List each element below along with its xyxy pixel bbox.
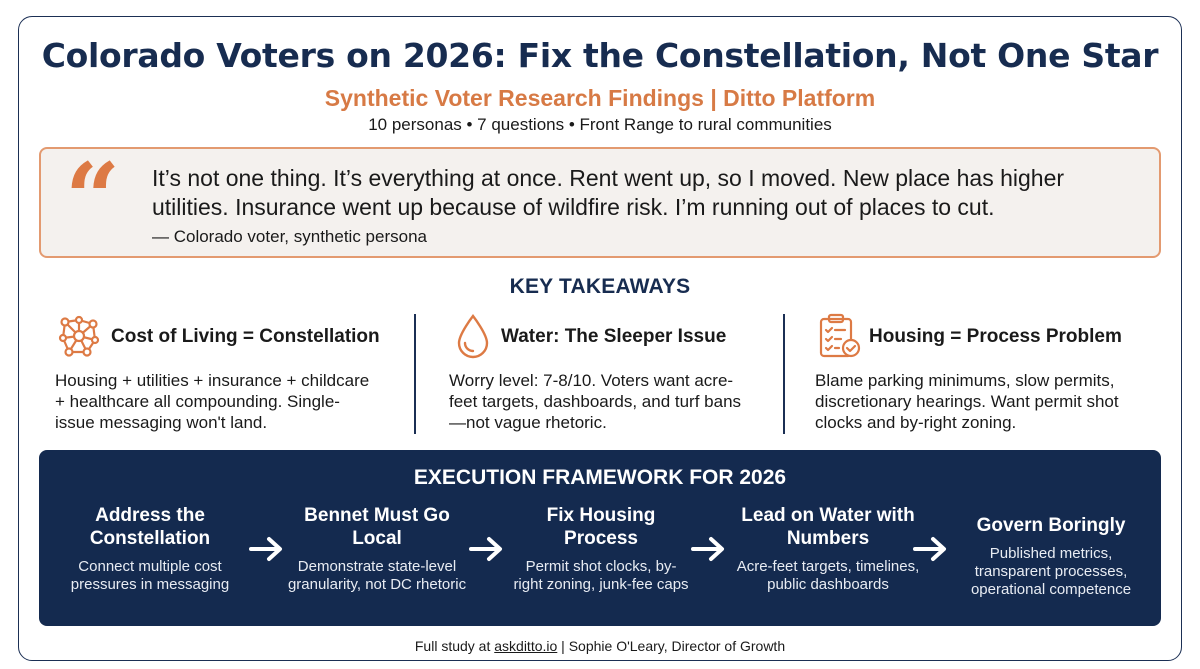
step-body: Demonstrate state-level granularity, not DC rhetoric [287, 558, 467, 593]
arrow-right-icon [689, 534, 729, 564]
column-divider [414, 314, 416, 434]
takeaway-title: Housing = Process Problem [869, 326, 1122, 347]
study-link[interactable]: askditto.io [494, 638, 558, 654]
step-body: Acre-feet targets, timelines, public dashboards [736, 558, 920, 593]
takeaway-body: Housing + utilities + insurance + childcare + healthcare all compounding. Single-issue messaging won't land. [55, 371, 370, 432]
takeaway-title: Water: The Sleeper Issue [501, 326, 727, 347]
execution-framework-panel [39, 450, 1161, 626]
execution-heading: EXECUTION FRAMEWORK FOR 2026 [413, 466, 787, 489]
step-bennet-go-local [287, 504, 467, 594]
step-body: Published metrics, transparent processes, operational competence [970, 545, 1132, 598]
takeaway-body: Worry level: 7-8/10. Voters want acre-feet targets, dashboards, and turf bans—not vague rhetoric. [449, 371, 742, 432]
step-title: Govern Boringly [976, 515, 1126, 536]
step-lead-on-water [733, 504, 923, 594]
quote-mark-icon: “ [65, 142, 121, 255]
network-nodes-icon [55, 312, 103, 360]
step-body: Connect multiple cost pressures in messaging [70, 558, 230, 593]
step-title: Fix Housing Process [546, 505, 656, 549]
arrow-right-icon [247, 534, 287, 564]
step-title: Address the Constellation [89, 505, 211, 549]
study-meta: 10 personas • 7 questions • Front Range to rural communities [368, 115, 832, 134]
takeaway-cost-of-living [55, 312, 405, 437]
page-title: Colorado Voters on 2026: Fix the Constellation, Not One Star [41, 36, 1159, 75]
takeaway-body: Blame parking minimums, slow permits, discretionary hearings. Want permit shot clocks and by-right zoning. [815, 371, 1119, 432]
takeaway-water [449, 312, 769, 437]
step-fix-housing-process [511, 504, 691, 594]
step-title: Bennet Must Go Local [304, 505, 450, 549]
arrow-right-icon [911, 534, 951, 564]
key-takeaways-heading: KEY TAKEAWAYS [509, 275, 691, 298]
clipboard-check-icon [815, 312, 863, 360]
takeaway-title: Cost of Living = Constellation [111, 326, 380, 347]
page-subtitle: Synthetic Voter Research Findings | Ditto Platform [324, 85, 876, 111]
step-title: Lead on Water with Numbers [741, 505, 915, 549]
footer-credit: | Sophie O'Leary, Director of Growth [557, 638, 786, 654]
takeaway-housing [815, 312, 1155, 437]
step-address-constellation [55, 504, 245, 594]
water-drop-icon [449, 312, 497, 360]
footer [0, 638, 1200, 654]
quote-attribution: — Colorado voter, synthetic persona [152, 227, 427, 246]
step-govern-boringly [951, 514, 1151, 599]
quote-box [39, 142, 1161, 258]
column-divider [783, 314, 785, 434]
quote-text: It’s not one thing. It’s everything at once. Rent went up, so I moved. New place has higher utilities. Insurance went up because of wildfire risk. I’m running out of places to cut. [152, 165, 1065, 220]
footer-prefix: Full study at [414, 638, 495, 654]
step-body: Permit shot clocks, by-right zoning, junk-fee caps [513, 558, 689, 593]
arrow-right-icon [467, 534, 507, 564]
